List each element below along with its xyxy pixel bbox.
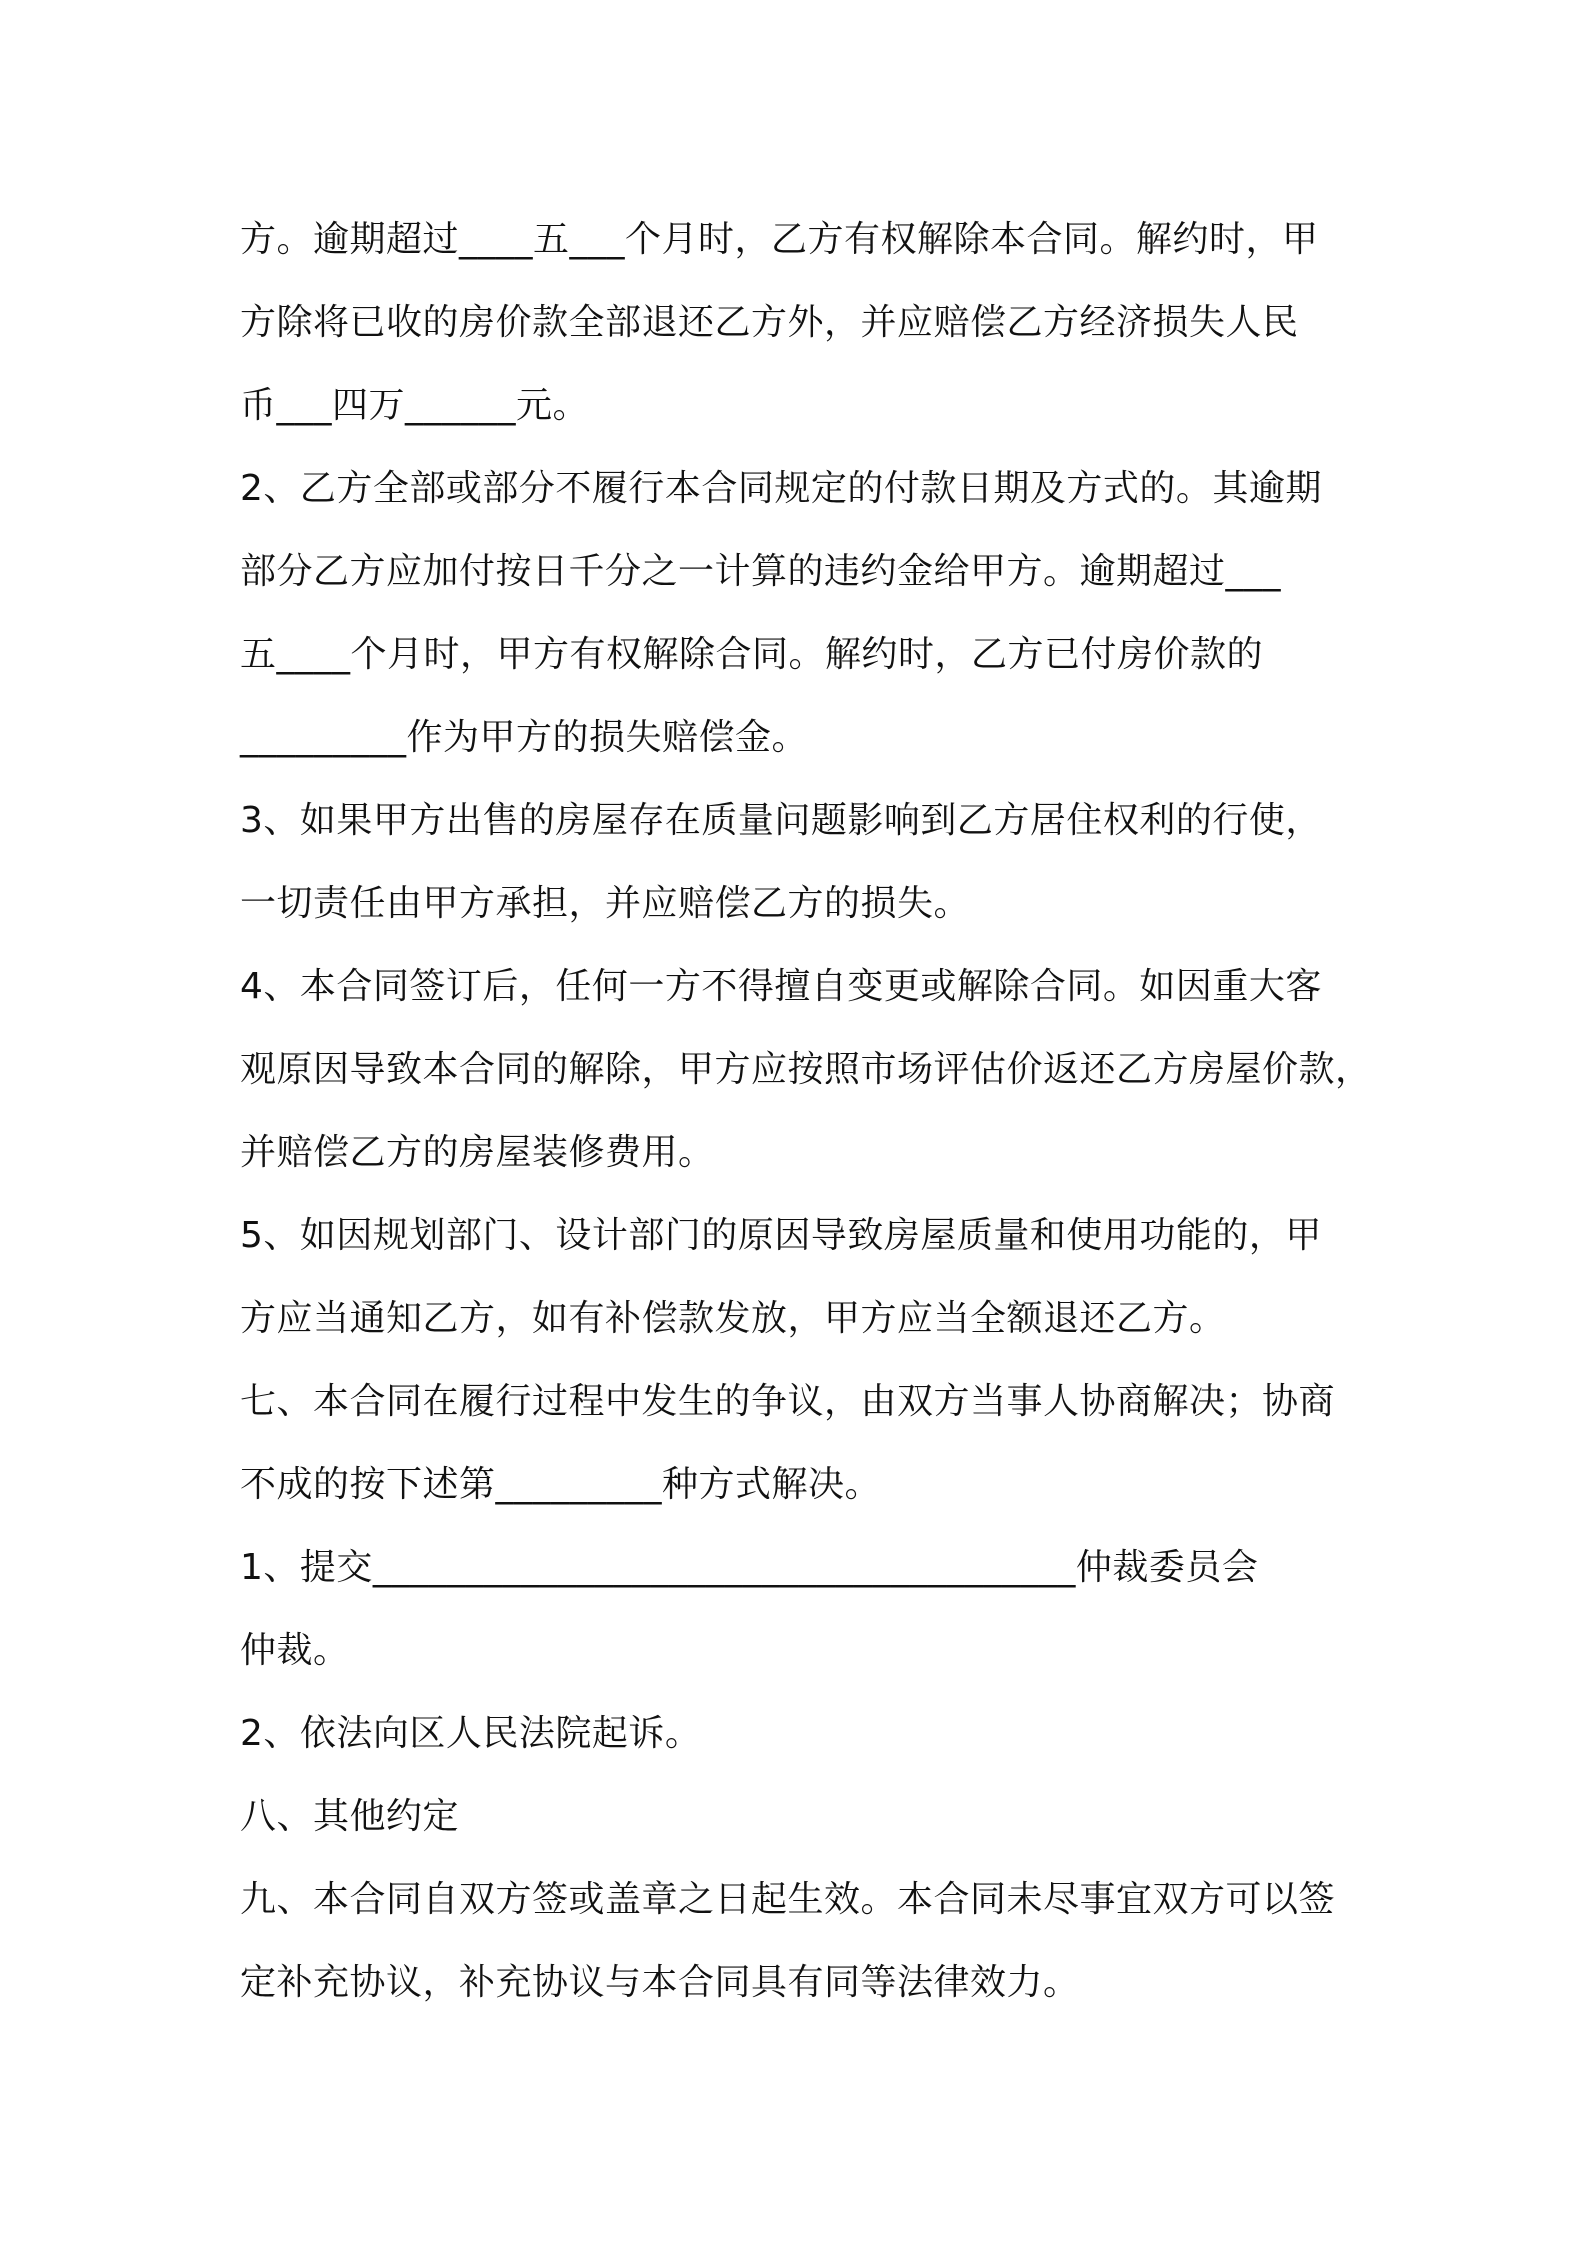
text-line: 方除将已收的房价款全部退还乙方外，并应赔偿乙方经济损失人民 xyxy=(240,302,1299,343)
text-line: 仲裁。 xyxy=(240,1630,350,1671)
text-line: 部分乙方应加付按日千分之一计算的违约金给甲方。逾期超过___ xyxy=(240,551,1282,592)
text-line: 九、本合同自双方签或盖章之日起生效。本合同未尽事宜双方可以签 xyxy=(240,1879,1336,1920)
text-line: 八、其他约定 xyxy=(240,1796,460,1837)
text-line: 1、提交______________________________________仲裁委员会 xyxy=(240,1547,1259,1588)
text-line: 币___四万______元。 xyxy=(240,385,590,426)
text-line: _________作为甲方的损失赔偿金。 xyxy=(240,717,809,758)
text-line: 观原因导致本合同的解除，甲方应按照市场评估价返还乙方房屋价款， xyxy=(240,1049,1372,1090)
text-line: 方应当通知乙方，如有补偿款发放，甲方应当全额退还乙方。 xyxy=(240,1298,1226,1339)
text-line: 不成的按下述第_________种方式解决。 xyxy=(240,1464,882,1505)
text-line: 4、本合同签订后，任何一方不得擅自变更或解除合同。如因重大客 xyxy=(240,966,1322,1007)
text-line: 并赔偿乙方的房屋装修费用。 xyxy=(240,1132,715,1173)
text-line: 5、如因规划部门、设计部门的原因导致房屋质量和使用功能的，甲 xyxy=(240,1215,1322,1256)
text-line: 方。逾期超过____五___个月时，乙方有权解除本合同。解约时，甲 xyxy=(240,219,1319,260)
text-line: 2、乙方全部或部分不履行本合同规定的付款日期及方式的。其逾期 xyxy=(240,468,1322,509)
text-line: 一切责任由甲方承担，并应赔偿乙方的损失。 xyxy=(240,883,971,924)
document-body xyxy=(240,198,1372,2024)
text-line: 七、本合同在履行过程中发生的争议，由双方当事人协商解决；协商 xyxy=(240,1381,1336,1422)
text-line: 定补充协议，补充协议与本合同具有同等法律效力。 xyxy=(240,1962,1080,2003)
text-line: 2、依法向区人民法院起诉。 xyxy=(240,1713,702,1754)
text-line: 3、如果甲方出售的房屋存在质量问题影响到乙方居住权利的行使， xyxy=(240,800,1322,841)
text-line: 五____个月时，甲方有权解除合同。解约时，乙方已付房价款的 xyxy=(240,634,1264,675)
